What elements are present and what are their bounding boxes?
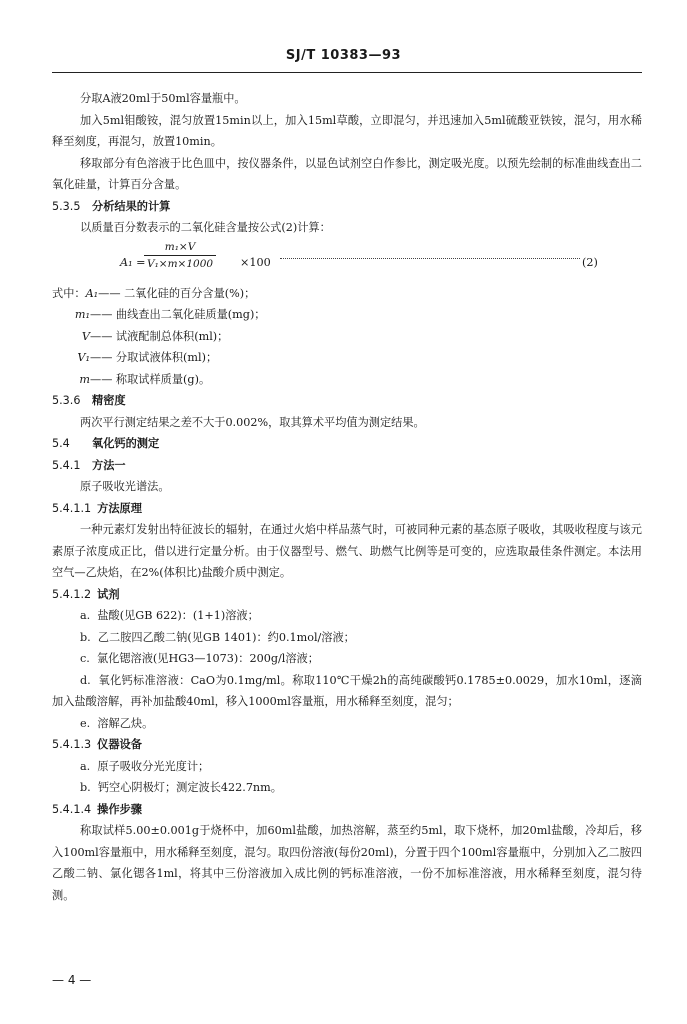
item-mark: a. bbox=[80, 759, 91, 773]
section-number: 5.4 bbox=[52, 437, 70, 450]
item-text: 钙空心阴极灯；测定波长422.7nm。 bbox=[97, 781, 282, 794]
item-mark: a. bbox=[80, 609, 91, 622]
section-title: 方法一 bbox=[92, 457, 126, 472]
formula-lhs: A₁ = bbox=[120, 255, 146, 269]
section-title: 分析结果的计算 bbox=[92, 198, 171, 213]
reagent-item-c bbox=[52, 648, 642, 670]
definition-v1 bbox=[52, 347, 642, 369]
section-number: 5.4.1 bbox=[52, 458, 81, 472]
paragraph-absorbance-measurement: 移取部分有色溶液于比色皿中，按仪器条件，以显色试剂空白作参比，测定吸光度。以预先绘制的标准曲线查出二氧化硅量，计算百分含量。 bbox=[52, 156, 642, 191]
section-title: 氧化钙的测定 bbox=[92, 436, 160, 450]
definition-symbol: V bbox=[81, 329, 90, 343]
definition-text: —— 试液配制总体积(ml)； bbox=[90, 329, 229, 343]
section-heading-5-4-1 bbox=[52, 455, 642, 477]
section-heading-5-4 bbox=[52, 433, 642, 455]
definition-text: —— 称取试样质量(g)。 bbox=[90, 372, 211, 386]
equipment-item-a bbox=[52, 756, 642, 778]
item-mark: d. bbox=[80, 673, 91, 687]
section-title: 仪器设备 bbox=[97, 737, 142, 751]
reagent-item-d bbox=[52, 670, 642, 713]
definition-m bbox=[52, 369, 642, 391]
method-principle-paragraph: 一种元素灯发射出特征波长的辐射，在通过火焰中样品蒸气时，可被同种元素的基态原子吸收，其吸收程度与该元素原子浓度成正比，借以进行定量分析。由于仪器型号、燃气、助燃气比例等是可变的，应选取最佳条件测定。本法用空气—乙炔焰，在2%(体积比)盐酸介质中测定。 bbox=[52, 523, 642, 579]
section-number: 5.3.5 bbox=[52, 199, 81, 213]
item-mark: b. bbox=[80, 630, 91, 644]
paragraph-reagent-addition: 加入5ml钼酸铵，混匀放置15min以上，加入15ml草酸，立即混匀，并迅速加入5ml硫酸亚铁铵，混匀，用水稀释至刻度，再混匀，放置10min。 bbox=[52, 113, 642, 148]
document-body bbox=[52, 88, 642, 906]
formula-intro: 以质量百分数表示的二氧化硅含量按公式(2)计算： bbox=[80, 221, 331, 234]
formula-numerator: m₁×V bbox=[164, 240, 196, 253]
definition-text: —— 曲线查出二氧化硅质量(mg)； bbox=[90, 308, 266, 321]
formula-2 bbox=[52, 239, 642, 283]
section-heading-5-4-1-4 bbox=[52, 799, 642, 821]
section-title: 操作步骤 bbox=[97, 801, 142, 816]
item-mark: c. bbox=[80, 652, 90, 665]
definition-m1 bbox=[52, 304, 642, 326]
definition-symbol: m₁ bbox=[74, 308, 90, 321]
standard-number-header: SJ/T 10383—93 bbox=[285, 48, 402, 63]
formula-leader-dots bbox=[280, 258, 580, 259]
section-heading-5-4-1-1 bbox=[52, 498, 642, 520]
formula-equation-number: (2) bbox=[582, 255, 598, 269]
section-heading-5-3-5 bbox=[52, 196, 642, 218]
item-text: 溶解乙炔。 bbox=[97, 716, 154, 730]
section-heading-5-3-6 bbox=[52, 390, 642, 412]
header-divider bbox=[52, 72, 642, 73]
section-number: 5.4.1.3 bbox=[52, 738, 92, 751]
formula-fraction bbox=[144, 239, 216, 272]
formula-multiplier: ×100 bbox=[240, 255, 271, 269]
definition-v bbox=[52, 326, 642, 348]
formula-denominator: V₁×m×1000 bbox=[144, 255, 216, 272]
item-text: 盐酸(见GB 622)：(1+1)溶液； bbox=[97, 609, 259, 622]
definition-a1 bbox=[52, 283, 642, 305]
item-text: 乙二胺四乙酸二钠(见GB 1401)：约0.1mol/溶液； bbox=[97, 630, 355, 644]
section-number: 5.4.1.1 bbox=[52, 501, 92, 515]
reagent-item-e bbox=[52, 713, 642, 735]
definition-symbol: m bbox=[79, 372, 90, 386]
definition-text: —— 二氧化硅的百分含量(%)； bbox=[98, 286, 256, 300]
section-number: 5.4.1.4 bbox=[52, 802, 92, 816]
item-text: 氧化钙标准溶液：CaO为0.1mg/ml。称取110℃干燥2h的高纯碳酸钙0.1785±0.0029，加水10ml，逐滴加入盐酸溶解，再补加盐酸40ml，移入1000ml容量瓶，用水稀释至刻度，混匀； bbox=[52, 673, 642, 708]
paragraph-aliquot: 分取A液20ml于50ml容量瓶中。 bbox=[80, 92, 246, 105]
reagent-item-a bbox=[52, 605, 642, 627]
procedure-paragraph: 称取试样5.00±0.001g于烧杯中，加60ml盐酸，加热溶解，蒸至约5ml，取下烧杯，加20ml盐酸，冷却后，移入100ml容量瓶中，用水稀释至刻度，混匀。取四份溶液(每份20ml)，分置于四个100ml容量瓶中，分别加入乙二胺四乙酸二钠、氯化锶各1ml，将其中三份溶液加入成比例的钙标准溶液，一份不加标准溶液，用水稀释至刻度，混匀待测。 bbox=[52, 824, 642, 902]
reagent-item-b bbox=[52, 627, 642, 649]
method-name-paragraph: 原子吸收光谱法。 bbox=[80, 480, 170, 493]
equipment-item-b bbox=[52, 777, 642, 799]
item-mark: e. bbox=[80, 716, 91, 730]
section-title: 精密度 bbox=[92, 393, 126, 407]
section-title: 试剂 bbox=[97, 586, 120, 601]
page-number: — 4 — bbox=[52, 973, 92, 987]
definition-text: —— 分取试液体积(ml)； bbox=[90, 351, 218, 364]
section-title: 方法原理 bbox=[97, 500, 142, 515]
precision-paragraph: 两次平行测定结果之差不大于0.002%，取其算术平均值为测定结果。 bbox=[80, 415, 425, 429]
definition-prefix: 式中： bbox=[52, 286, 86, 300]
section-number: 5.3.6 bbox=[52, 394, 81, 407]
section-heading-5-4-1-2 bbox=[52, 584, 642, 606]
item-mark: b. bbox=[80, 781, 91, 794]
item-text: 原子吸收分光光度计； bbox=[97, 759, 210, 773]
section-heading-5-4-1-3 bbox=[52, 734, 642, 756]
item-text: 氯化锶溶液(见HG3—1073)：200g/l溶液； bbox=[96, 652, 319, 665]
definition-symbol: A₁ bbox=[85, 286, 99, 300]
definition-symbol: V₁ bbox=[77, 351, 90, 364]
section-number: 5.4.1.2 bbox=[52, 587, 92, 601]
